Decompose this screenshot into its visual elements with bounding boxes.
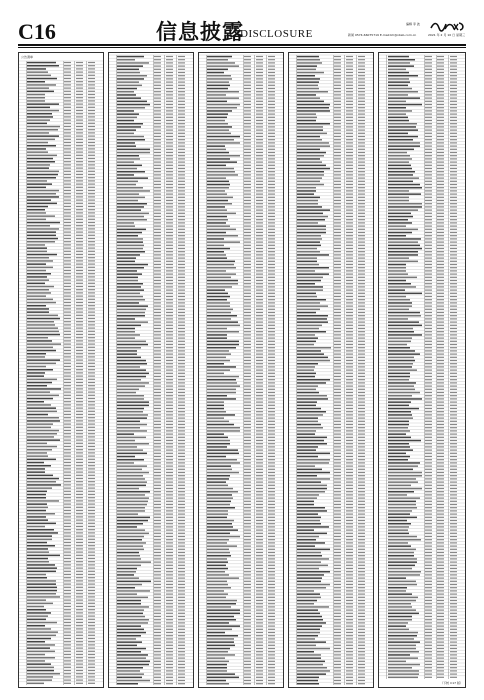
editor-line: 编辑 李 波 <box>406 22 420 26</box>
page-number: C16 <box>18 19 56 44</box>
table-rows-graphic <box>379 53 465 687</box>
table-footer-label: （下转 C17 版） <box>440 681 463 685</box>
table-header-label: 公告清单 <box>21 55 34 59</box>
section-title: 信息披露 <box>156 19 244 44</box>
table-column-3 <box>198 52 284 688</box>
table-rows-graphic <box>289 53 373 687</box>
contact-line: 新闻 0574-66075719 E-mail:bh@nbsb.com.cn <box>348 33 417 37</box>
table-column-2 <box>108 52 194 688</box>
newspaper-logo-icon <box>430 20 466 32</box>
table-rows-graphic <box>109 53 193 687</box>
disclosure-table-columns <box>18 52 466 688</box>
table-rows-graphic <box>199 53 283 687</box>
masthead-rule-thin <box>18 47 466 48</box>
table-column-1 <box>18 52 104 688</box>
masthead <box>18 20 466 44</box>
section-subtitle: DISCLOSURE <box>240 28 313 40</box>
table-rows-graphic <box>19 53 103 687</box>
table-column-5 <box>378 52 466 688</box>
table-column-4 <box>288 52 374 688</box>
masthead-rule-thick <box>18 44 466 46</box>
date-line: 2021 年 2 月 10 日 星期三 <box>428 33 466 37</box>
